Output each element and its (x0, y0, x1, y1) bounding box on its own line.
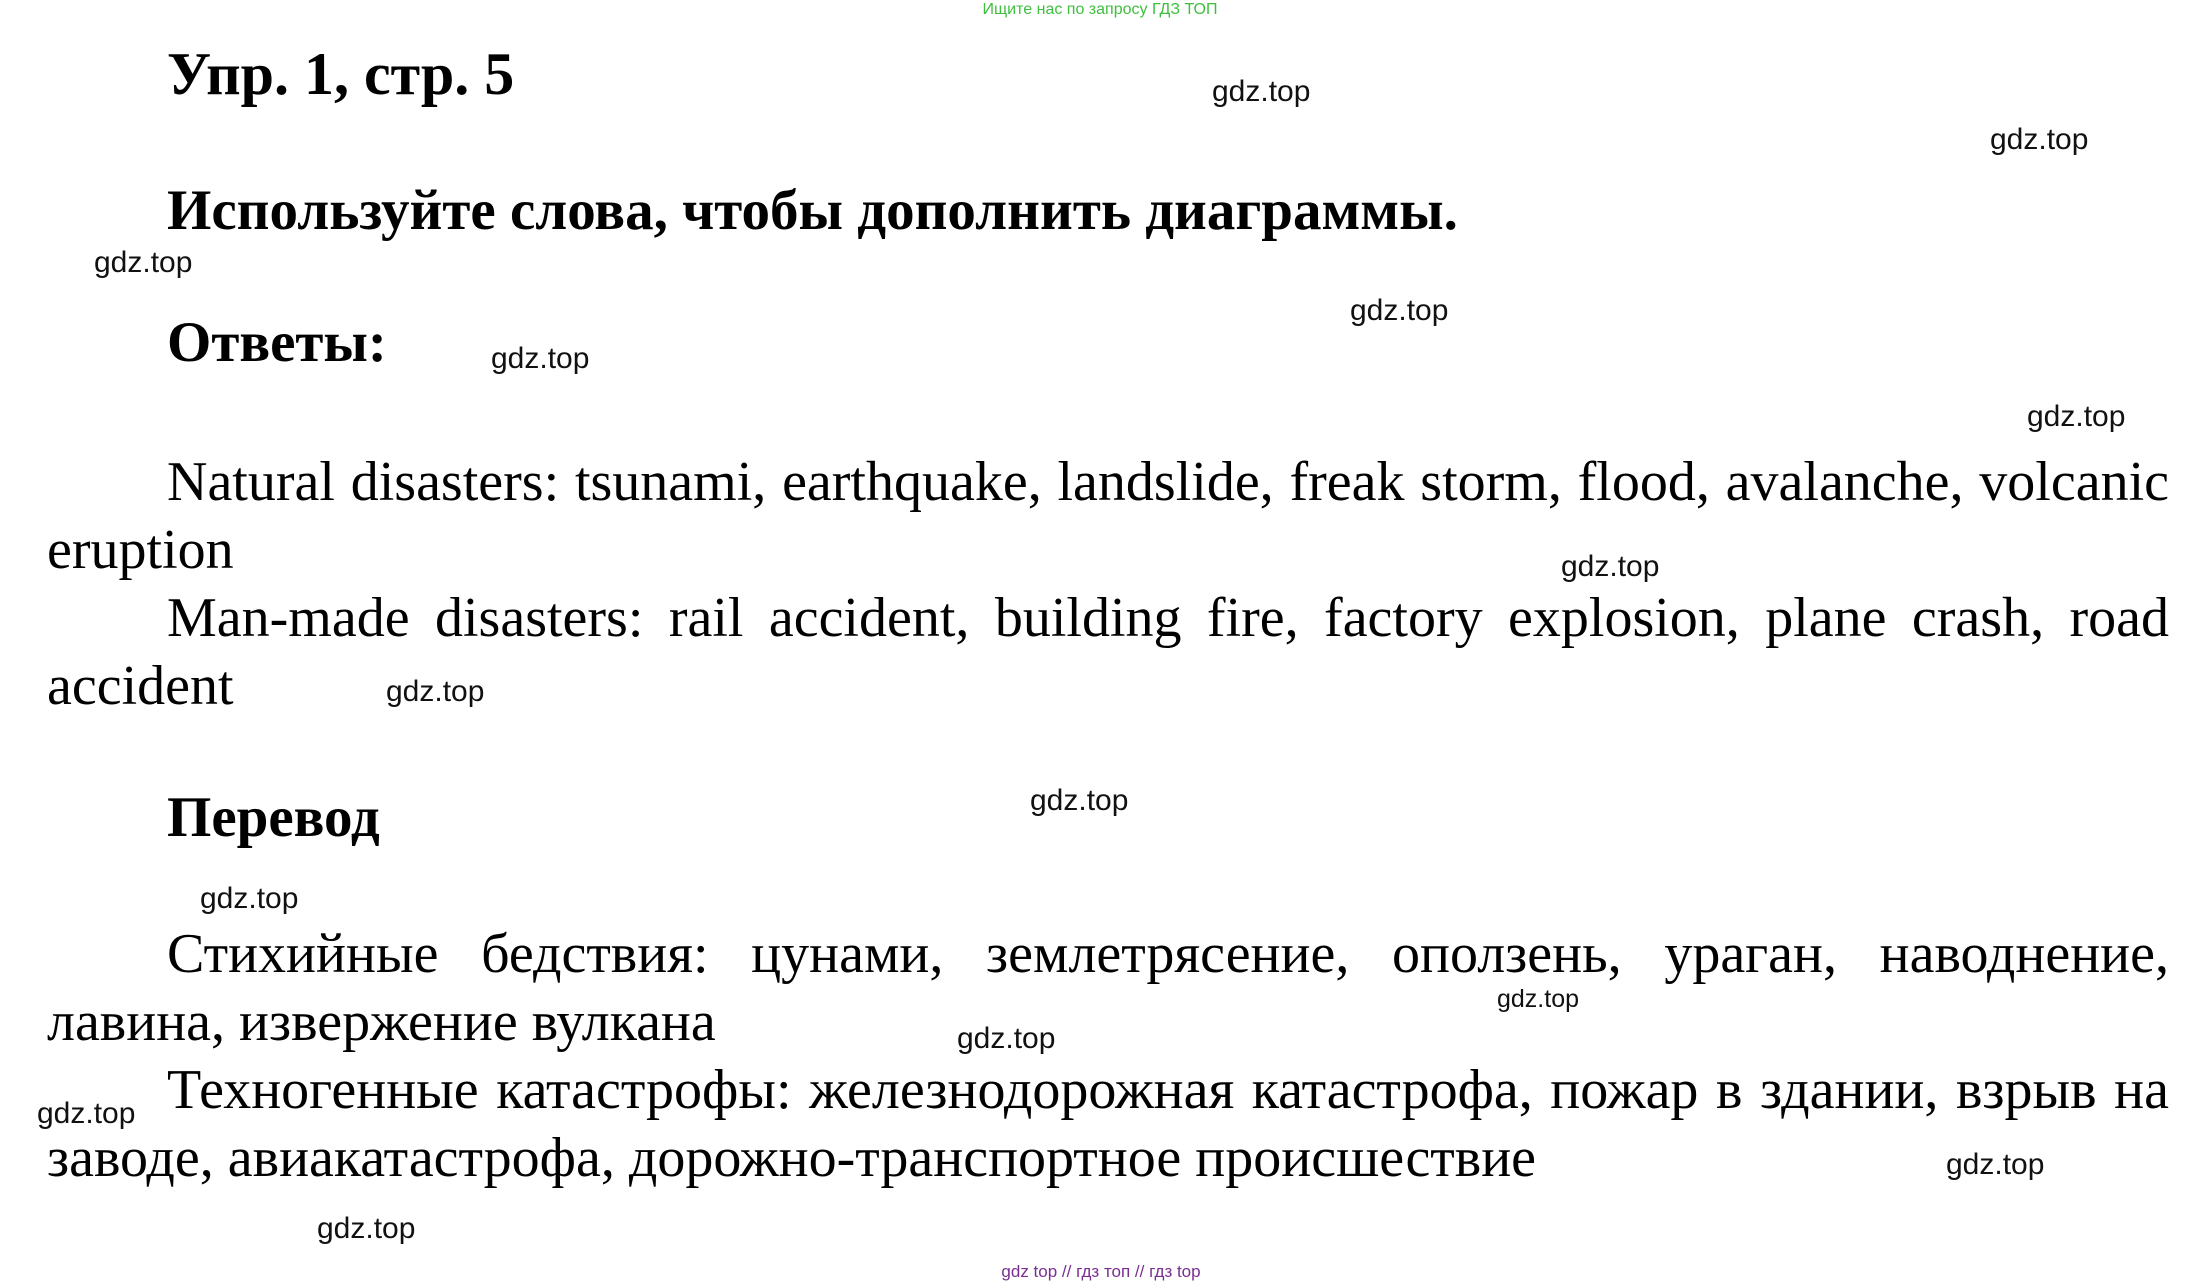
watermark: gdz.top (1561, 550, 1660, 583)
watermark: gdz.top (37, 1097, 136, 1130)
watermark: gdz.top (386, 675, 485, 708)
top-banner: Ищите нас по запросу ГДЗ ТОП (982, 1, 1218, 18)
watermark: gdz.top (200, 882, 299, 915)
translation-natural-disasters: Стихийные бедствия: цунами, землетрясение, оползень, ураган, наводнение, лавина, извержение вулкана (47, 923, 2169, 1053)
watermark: gdz.top (1497, 985, 1580, 1013)
translation-man-made-disasters: Техногенные катастрофы: железнодорожная катастрофа, пожар в здании, взрыв на заводе, авиакатастрофа, дорожно-транспортное происшествие (47, 1059, 2169, 1189)
answer-man-made-disasters: Man-made disasters: rail accident, building fire, factory explosion, plane crash, road accident (47, 587, 2169, 717)
answers-heading: Ответы: (167, 311, 387, 374)
watermark: gdz.top (1350, 294, 1449, 327)
watermark: gdz.top (1030, 784, 1129, 817)
watermark: gdz.top (1990, 123, 2089, 156)
watermark: gdz.top (491, 342, 590, 375)
translation-heading: Перевод (167, 786, 380, 849)
watermark: gdz.top (957, 1022, 1056, 1055)
answer-natural-disasters: Natural disasters: tsunami, earthquake, landslide, freak storm, flood, avalanche, volcanic eruption (47, 451, 2169, 581)
watermark: gdz.top (317, 1212, 416, 1245)
watermark: gdz.top (94, 246, 193, 279)
watermark: gdz.top (1946, 1148, 2045, 1181)
footer-watermark: gdz top // гдз топ // гдз top (1001, 1262, 1201, 1281)
exercise-title: Упр. 1, стр. 5 (167, 41, 515, 107)
watermark: gdz.top (2027, 400, 2126, 433)
task-instruction: Используйте слова, чтобы дополнить диаграммы. (167, 179, 1458, 242)
watermark: gdz.top (1212, 75, 1311, 108)
